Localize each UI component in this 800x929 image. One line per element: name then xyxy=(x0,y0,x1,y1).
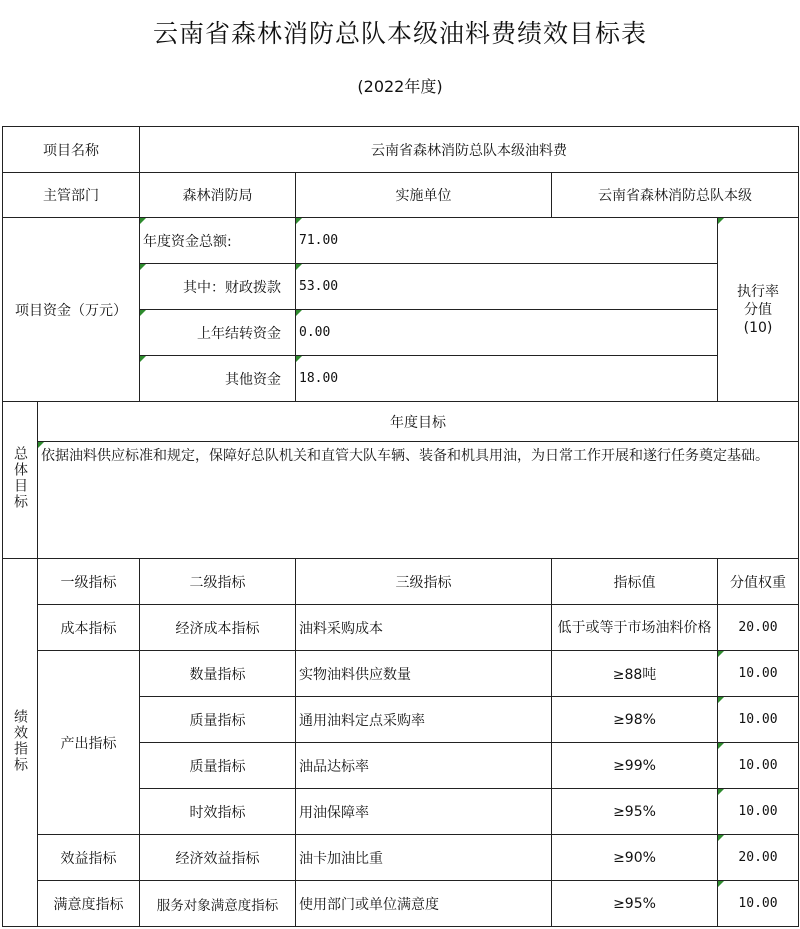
indicator-value-cell: ≥99% xyxy=(552,743,718,789)
header-indicator-value: 指标值 xyxy=(552,559,718,605)
level3-cell: 油料采购成本 xyxy=(296,605,552,651)
indicator-value-cell: ≥98% xyxy=(552,697,718,743)
perf-row xyxy=(3,881,799,927)
level1-cost: 成本指标 xyxy=(38,605,140,651)
exec-rate-label: 执行率分值 xyxy=(737,283,779,318)
level2-cell: 时效指标 xyxy=(140,789,296,835)
funds-row-value: 18.00 xyxy=(296,356,718,402)
header-level1: 一级指标 xyxy=(38,559,140,605)
level2-cell: 质量指标 xyxy=(140,743,296,789)
exec-rate-cell xyxy=(718,218,799,402)
perf-header-row xyxy=(3,559,799,605)
level3-cell: 实物油料供应数量 xyxy=(296,651,552,697)
funds-row-label: 年度资金总额: xyxy=(140,218,296,264)
goal-header-row xyxy=(3,402,799,442)
weight-cell: 10.00 xyxy=(718,881,799,927)
weight-cell: 10.00 xyxy=(718,697,799,743)
funds-label: 项目资金（万元） xyxy=(3,218,140,402)
level3-cell: 使用部门或单位满意度 xyxy=(296,881,552,927)
perf-side-label: 绩效指标 xyxy=(3,559,38,927)
goal-header: 年度目标 xyxy=(38,402,799,442)
page-title: 云南省森林消防总队本级油料费绩效目标表 xyxy=(152,19,647,48)
exec-rate-value: (10) xyxy=(743,319,773,336)
header-level2: 二级指标 xyxy=(140,559,296,605)
dept-row xyxy=(3,173,799,218)
goal-side-label: 总体目标 xyxy=(3,402,38,559)
weight-cell: 10.00 xyxy=(718,651,799,697)
level1-benefit: 效益指标 xyxy=(38,835,140,881)
level2-cell: 经济效益指标 xyxy=(140,835,296,881)
indicator-value-cell: ≥90% xyxy=(552,835,718,881)
funds-row-label: 上年结转资金 xyxy=(140,310,296,356)
level2-cell: 经济成本指标 xyxy=(140,605,296,651)
project-name-value: 云南省森林消防总队本级油料费 xyxy=(140,127,799,173)
level2-cell: 数量指标 xyxy=(140,651,296,697)
indicator-value-cell: ≥88吨 xyxy=(552,651,718,697)
funds-row-value: 71.00 xyxy=(296,218,718,264)
perf-row xyxy=(3,835,799,881)
dept-label: 主管部门 xyxy=(3,173,140,218)
funds-row-value: 0.00 xyxy=(296,310,718,356)
project-name-label: 项目名称 xyxy=(3,127,140,173)
indicator-value-cell: ≥95% xyxy=(552,881,718,927)
level3-cell: 油卡加油比重 xyxy=(296,835,552,881)
goal-text-row xyxy=(3,442,799,559)
level3-cell: 通用油料定点采购率 xyxy=(296,697,552,743)
level3-cell: 油品达标率 xyxy=(296,743,552,789)
impl-value: 云南省森林消防总队本级 xyxy=(552,173,799,218)
weight-cell: 20.00 xyxy=(718,835,799,881)
goal-text: 依据油料供应标准和规定，保障好总队机关和直管大队车辆、装备和机具用油，为日常工作开展和遂行任务奠定基础。 xyxy=(38,442,799,559)
perf-row xyxy=(3,605,799,651)
weight-cell: 10.00 xyxy=(718,789,799,835)
level1-satisfaction: 满意度指标 xyxy=(38,881,140,927)
funds-row-label: 其中：财政拨款 xyxy=(140,264,296,310)
level2-cell: 质量指标 xyxy=(140,697,296,743)
level2-cell: 服务对象满意度指标 xyxy=(140,881,296,927)
perf-row xyxy=(3,651,799,697)
level1-output: 产出指标 xyxy=(38,651,140,835)
header-level3: 三级指标 xyxy=(296,559,552,605)
funds-row xyxy=(3,218,799,264)
funds-row-label: 其他资金 xyxy=(140,356,296,402)
performance-target-table xyxy=(2,126,799,927)
funds-row-value: 53.00 xyxy=(296,264,718,310)
page-subtitle: (2022年度) xyxy=(357,77,443,96)
weight-cell: 10.00 xyxy=(718,743,799,789)
header-weight: 分值权重 xyxy=(718,559,799,605)
level3-cell: 用油保障率 xyxy=(296,789,552,835)
indicator-value-cell: 低于或等于市场油料价格 xyxy=(552,605,718,651)
impl-label: 实施单位 xyxy=(296,173,552,218)
indicator-value-cell: ≥95% xyxy=(552,789,718,835)
dept-value: 森林消防局 xyxy=(140,173,296,218)
weight-cell: 20.00 xyxy=(718,605,799,651)
project-name-row xyxy=(3,127,799,173)
